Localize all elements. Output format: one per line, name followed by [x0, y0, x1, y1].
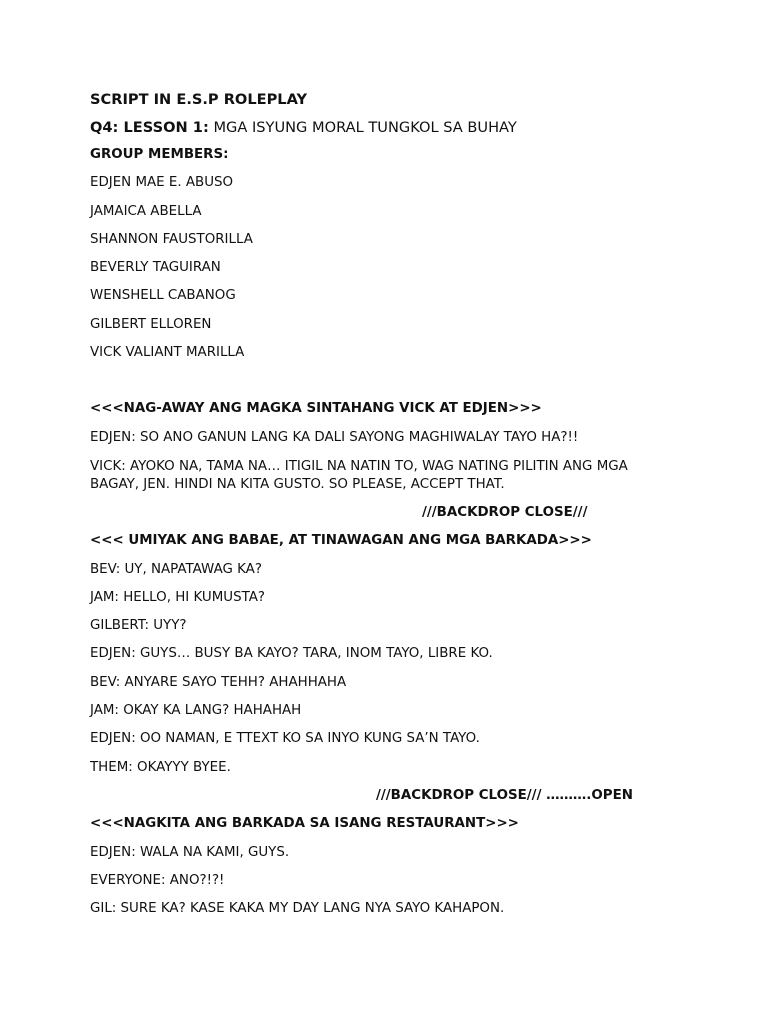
- dialogue-line: BEV: ANYARE SAYO TEHH? AHAHHAHA: [90, 674, 347, 690]
- member-name: SHANNON FAUSTORILLA: [90, 231, 253, 247]
- member-name: WENSHELL CABANOG: [90, 288, 236, 304]
- dialogue-line: JAM: HELLO, HI KUMUSTA?: [90, 589, 265, 605]
- dialogue-line: EDJEN: OO NAMAN, E TTEXT KO SA INYO KUNG SA’N TAYO.: [90, 731, 480, 747]
- member-name: VICK VALIANT MARILLA: [90, 345, 245, 361]
- members-heading: GROUP MEMBERS:: [90, 147, 229, 162]
- dialogue-line: EDJEN: GUYS… BUSY BA KAYO? TARA, INOM TAYO, LIBRE KO.: [90, 646, 493, 662]
- member-name: EDJEN MAE E. ABUSO: [90, 175, 234, 191]
- lesson-label: Q4: LESSON 1:: [90, 119, 209, 136]
- spacer: [90, 373, 680, 401]
- scene-heading: <<< UMIYAK ANG BABAE, AT TINAWAGAN ANG MGA BARKADA>>>: [90, 533, 592, 549]
- member-name: JAMAICA ABELLA: [90, 203, 202, 219]
- lesson-line: [90, 120, 680, 136]
- dialogue-line: THEM: OKAYYY BYEE.: [90, 759, 231, 775]
- dialogue-line: VICK: AYOKO NA, TAMA NA… ITIGIL NA NATIN TO, WAG NATING PILITIN ANG MGA BAGAY, JEN. HINDI NA KITA GUSTO. SO PLEASE, ACCEPT THAT.: [90, 458, 628, 492]
- scene-heading: <<<NAG-AWAY ANG MAGKA SINTAHANG VICK AT EDJEN>>>: [90, 401, 542, 417]
- dialogue-line: JAM: OKAY KA LANG? HAHAHAH: [90, 703, 302, 719]
- dialogue-line: EDJEN: SO ANO GANUN LANG KA DALI SAYONG MAGHIWALAY TAYO HA?!!: [90, 429, 579, 445]
- dialogue-line: EVERYONE: ANO?!?!: [90, 872, 225, 888]
- script-document: [90, 92, 680, 929]
- dialogue-line: GILBERT: UYY?: [90, 618, 187, 634]
- document-title: SCRIPT IN E.S.P ROLEPLAY: [90, 91, 308, 108]
- backdrop-direction: ///BACKDROP CLOSE/// ……….OPEN: [376, 787, 633, 803]
- member-name: GILBERT ELLOREN: [90, 316, 212, 332]
- dialogue-line: GIL: SURE KA? KASE KAKA MY DAY LANG NYA SAYO KAHAPON.: [90, 901, 505, 917]
- dialogue-line: EDJEN: WALA NA KAMI, GUYS.: [90, 844, 290, 860]
- member-name: BEVERLY TAGUIRAN: [90, 260, 221, 276]
- lesson-title: MGA ISYUNG MORAL TUNGKOL SA BUHAY: [208, 119, 517, 136]
- scene-heading: <<<NAGKITA ANG BARKADA SA ISANG RESTAURANT>>>: [90, 816, 519, 832]
- dialogue-line: BEV: UY, NAPATAWAG KA?: [90, 561, 262, 577]
- backdrop-direction: ///BACKDROP CLOSE///: [422, 504, 588, 520]
